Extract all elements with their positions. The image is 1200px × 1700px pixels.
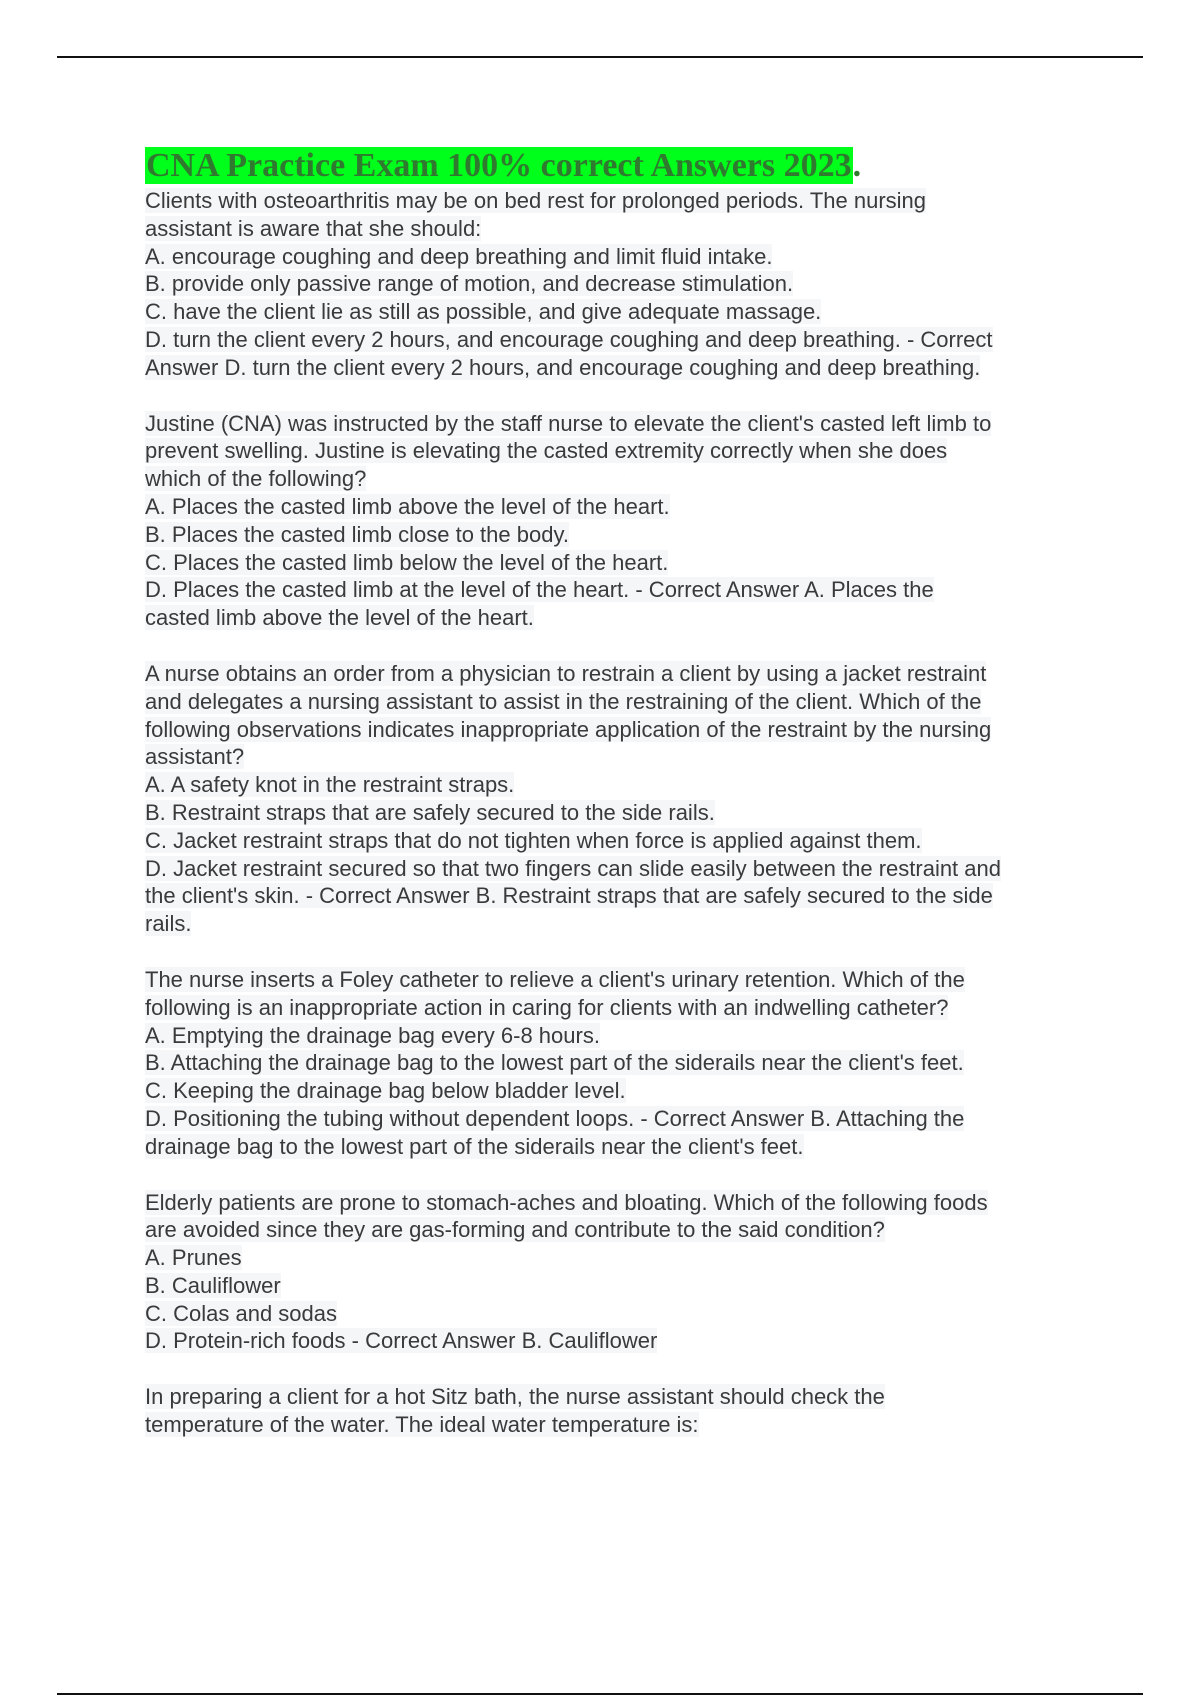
title-suffix: .	[852, 147, 862, 184]
paragraph-gap	[145, 1355, 1095, 1383]
document-title	[145, 145, 1095, 187]
question-3-text: A nurse obtains an order from a physician to restrain a client by using a jacket restraint and delegates a nursing assistant to assist in the restraining of the client. Which of the following observations indicates inappropriate application of the restraint by the nursing assistant? A. A safety knot in the restraint straps. B. Restraint straps that are safely secured to the side rails. C. Jacket restraint straps that do not tighten when force is applied against them. D. Jacket restraint secured so that two fingers can slide easily between the restraint and the client's skin. - Correct Answer B. Restraint straps that are safely secured to the side rails.	[145, 660, 1001, 937]
question-4-text: The nurse inserts a Foley catheter to relieve a client's urinary retention. Which of the following is an inappropriate action in caring for clients with an indwelling catheter? A. Emptying the drainage bag every 6-8 hours. B. Attaching the drainage bag to the lowest part of the siderails near the client's feet. C. Keeping the drainage bag below bladder level. D. Positioning the tubing without dependent loops. - Correct Answer B. Attaching the drainage bag to the lowest part of the siderails near the client's feet.	[145, 966, 965, 1159]
question-3	[145, 660, 1095, 938]
question-2	[145, 410, 1095, 632]
question-6	[145, 1383, 1095, 1439]
paragraph-gap	[145, 632, 1095, 660]
question-5-text: Elderly patients are prone to stomach-aches and bloating. Which of the following foods are avoided since they are gas-forming and contribute to the said condition? A. Prunes B. Cauliflower C. Colas and sodas D. Protein-rich foods - Correct Answer B. Cauliflower	[145, 1189, 988, 1354]
question-4	[145, 966, 1095, 1161]
paragraph-gap	[145, 938, 1095, 966]
question-6-text: In preparing a client for a hot Sitz bath, the nurse assistant should check the temperature of the water. The ideal water temperature is:	[145, 1384, 885, 1438]
question-2-text: Justine (CNA) was instructed by the staff nurse to elevate the client's casted left limb to prevent swelling. Justine is elevating the casted extremity correctly when she does which of the following? A. Places the casted limb above the level of the heart. B. Places the casted limb close to the body. C. Places the casted limb below the level of the heart. D. Places the casted limb at the level of the heart. - Correct Answer A. Places the casted limb above the level of the heart.	[145, 410, 992, 631]
question-1	[145, 187, 1095, 382]
paragraph-gap	[145, 382, 1095, 410]
paragraph-gap	[145, 1161, 1095, 1189]
question-5	[145, 1189, 1095, 1356]
question-1-text: Clients with osteoarthritis may be on bed rest for prolonged periods. The nursing assistant is aware that she should: A. encourage coughing and deep breathing and limit fluid intake. B. provide only passive range of motion, and decrease stimulation. C. have the client lie as still as possible, and give adequate massage. D. turn the client every 2 hours, and encourage coughing and deep breathing. - Correct Answer D. turn the client every 2 hours, and encourage coughing and deep breathing.	[145, 188, 993, 380]
title-highlight: CNA Practice Exam 100% correct Answers 2023	[146, 147, 852, 184]
header-rule	[57, 56, 1143, 58]
document-body	[145, 145, 1095, 1439]
footer-rule	[57, 1693, 1143, 1695]
